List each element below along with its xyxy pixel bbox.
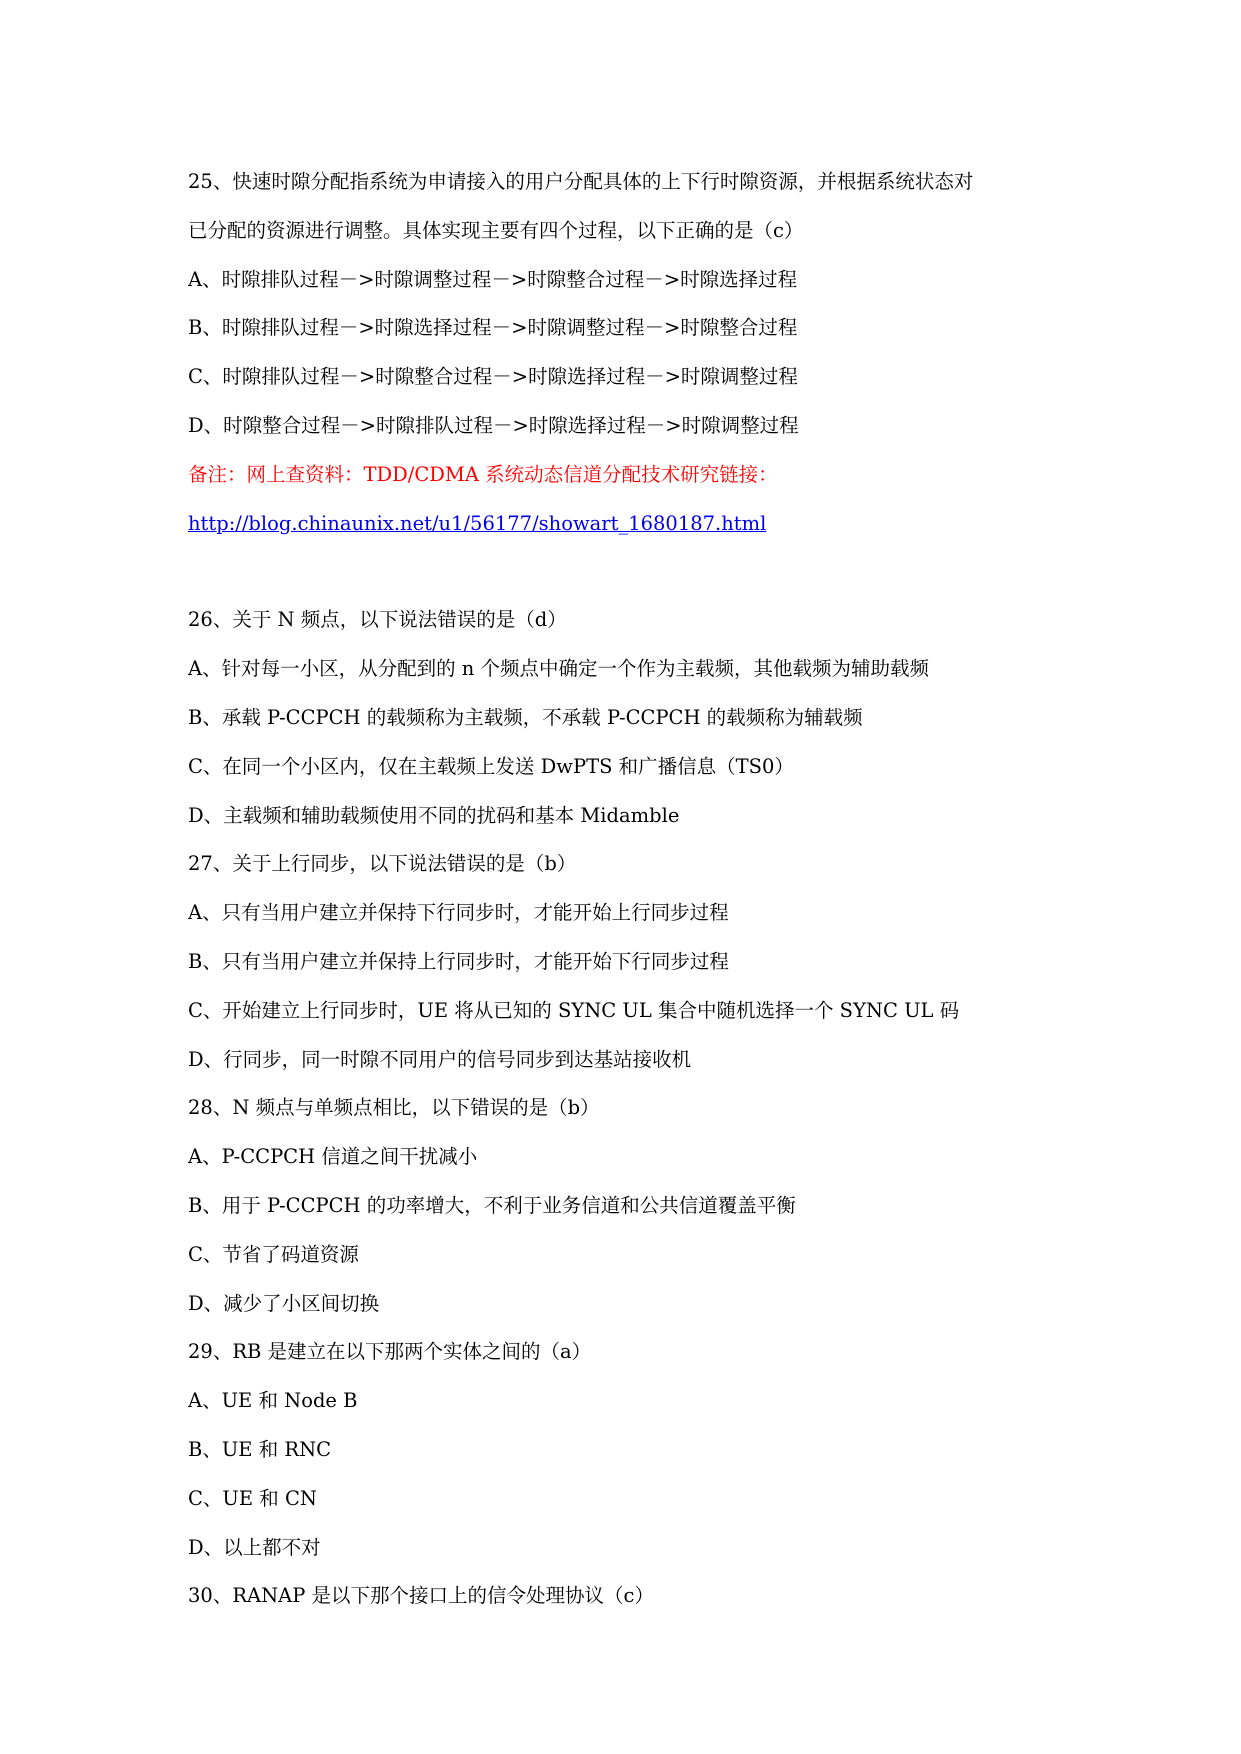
question-27-stem: 27、关于上行同步，以下说法错误的是（b） <box>188 852 577 876</box>
question-28-stem: 28、N 频点与单频点相比，以下错误的是（b） <box>188 1096 600 1120</box>
question-26-option-c: C、在同一个小区内，仅在主载频上发送 DwPTS 和广播信息（TS0） <box>188 754 794 778</box>
question-29-stem: 29、RB 是建立在以下那两个实体之间的（a） <box>188 1340 592 1364</box>
question-27-option-a: A、只有当用户建立并保持下行同步时，才能开始上行同步过程 <box>188 901 729 925</box>
question-25-option-a: A、时隙排队过程－>时隙调整过程－>时隙整合过程－>时隙选择过程 <box>188 267 798 291</box>
question-25-note: 备注：网上查资料：TDD/CDMA 系统动态信道分配技术研究链接： <box>188 462 778 486</box>
question-29-option-c: C、UE 和 CN <box>188 1486 317 1510</box>
question-25-option-b: B、时隙排队过程－>时隙选择过程－>时隙调整过程－>时隙整合过程 <box>188 316 798 340</box>
question-25-link-line <box>188 500 1088 549</box>
question-27-option-c: C、开始建立上行同步时，UE 将从已知的 SYNC UL 集合中随机选择一个 SYNC UL 码 <box>188 998 960 1022</box>
question-29-option-a: A、UE 和 Node B <box>188 1389 358 1413</box>
document-body <box>188 158 1088 1621</box>
question-26-stem: 26、关于 N 频点，以下说法错误的是（d） <box>188 608 567 632</box>
question-30-stem: 30、RANAP 是以下那个接口上的信令处理协议（c） <box>188 1584 654 1608</box>
question-28-option-b: B、用于 P-CCPCH 的功率增大，不利于业务信道和公共信道覆盖平衡 <box>188 1193 796 1217</box>
question-27-option-d: D、行同步，同一时隙不同用户的信号同步到达基站接收机 <box>188 1047 692 1071</box>
reference-link[interactable]: http://blog.chinaunix.net/u1/56177/showart_1680187.html <box>188 511 767 535</box>
section-gap <box>188 548 1088 596</box>
question-26-option-a: A、针对每一小区，从分配到的 n 个频点中确定一个作为主载频，其他载频为辅助载频 <box>188 657 930 681</box>
question-28-option-a: A、P-CCPCH 信道之间干扰减小 <box>188 1145 478 1169</box>
question-25-stem-line-1: 25、快速时隙分配指系统为申请接入的用户分配具体的上下行时隙资源，并根据系统状态对 <box>188 170 974 193</box>
question-26-option-d: D、主载频和辅助载频使用不同的扰码和基本 Midamble <box>188 803 680 827</box>
question-29-option-b: B、UE 和 RNC <box>188 1437 332 1461</box>
question-25-stem-line-2: 已分配的资源进行调整。具体实现主要有四个过程，以下正确的是（c） <box>188 218 804 242</box>
question-29-option-d: D、以上都不对 <box>188 1535 321 1559</box>
question-28-option-c: C、节省了码道资源 <box>188 1242 359 1266</box>
question-25-option-c: C、时隙排队过程－>时隙整合过程－>时隙选择过程－>时隙调整过程 <box>188 365 798 389</box>
question-26-option-b: B、承载 P-CCPCH 的载频称为主载频，不承载 P-CCPCH 的载频称为辅载频 <box>188 705 863 729</box>
question-27-option-b: B、只有当用户建立并保持上行同步时，才能开始下行同步过程 <box>188 949 729 973</box>
question-25-option-d: D、时隙整合过程－>时隙排队过程－>时隙选择过程－>时隙调整过程 <box>188 413 799 437</box>
question-28-option-d: D、减少了小区间切换 <box>188 1291 380 1315</box>
